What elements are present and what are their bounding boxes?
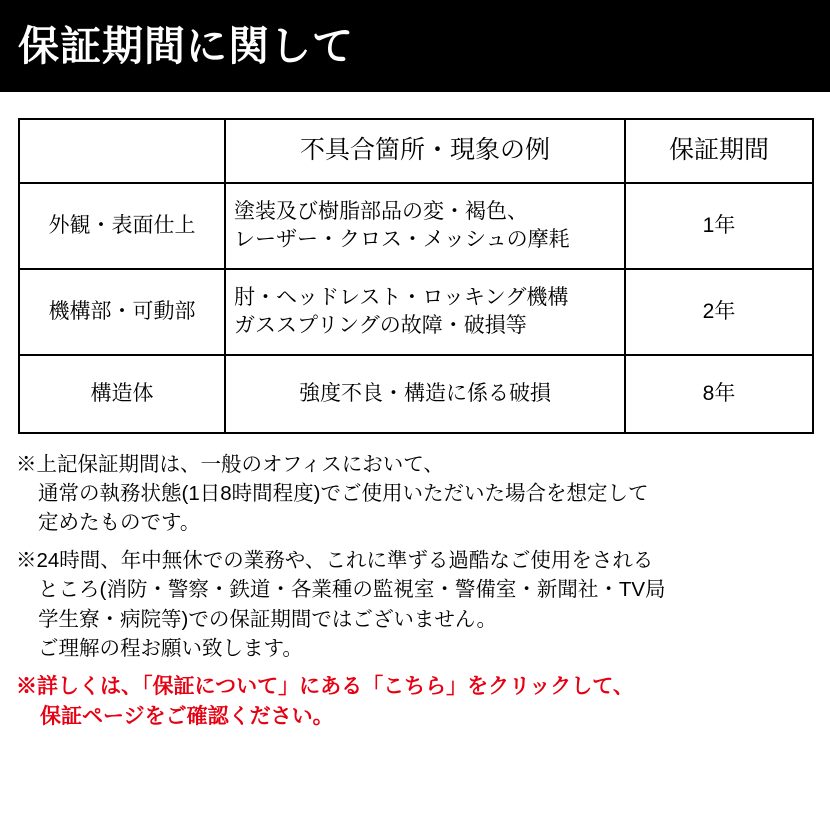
table-header-category: [19, 119, 225, 183]
table-row: [19, 269, 813, 355]
note-line: 学生寮・病院等)での保証期間ではございません。: [38, 607, 498, 631]
note-line: ※24時間、年中無休での業務や、これに準ずる過酷なご使用をされる: [16, 549, 654, 573]
note-line: 保証ページをご確認ください。: [40, 705, 334, 729]
row-description: [225, 269, 625, 355]
note-line: 通常の執務状態(1日8時間程度)でご使用いただいた場合を想定して: [38, 482, 649, 506]
table-header-row: [19, 119, 813, 183]
note-line: ご理解の程お願い致します。: [38, 636, 303, 660]
row-description-line: 塗装及び樹脂部品の変・褐色、: [234, 199, 528, 223]
note-item: [16, 450, 814, 537]
row-description-line: レーザー・クロス・メッシュの摩耗: [234, 228, 570, 251]
note-line: ※上記保証期間は、一般のオフィスにおいて、: [16, 453, 444, 476]
note-line: ※詳しくは、「保証について」にある「こちら」をクリックして、: [16, 674, 634, 698]
table-header-row-group: [19, 119, 813, 183]
row-term: 1年: [625, 183, 813, 269]
table-body: [19, 183, 813, 433]
page-header: [0, 0, 830, 92]
warranty-table: [18, 118, 814, 434]
row-description-line: 強度不良・構造に係る破損: [299, 381, 551, 405]
row-term: 8年: [625, 355, 813, 433]
notes-section: [0, 434, 830, 733]
table-row: [19, 355, 813, 433]
note-line: 定めたものです。: [38, 511, 201, 535]
page-title: 保証期間に関して: [18, 22, 354, 69]
note-item: [16, 546, 814, 662]
row-category: 外観・表面仕上: [19, 183, 225, 269]
row-category: 構造体: [19, 355, 225, 433]
note-line: ところ(消防・警察・鉄道・各業種の監視室・警備室・新聞社・TV局: [38, 578, 666, 602]
row-description: [225, 183, 625, 269]
row-description-line: 肘・ヘッドレスト・ロッキング機構: [234, 285, 569, 309]
row-term: 2年: [625, 269, 813, 355]
table-header-term: 保証期間: [625, 119, 813, 183]
row-description: [225, 355, 625, 433]
row-description-line: ガススプリングの故障・破損等: [234, 314, 527, 337]
row-category: 機構部・可動部: [19, 269, 225, 355]
note-item-highlighted: [16, 672, 814, 733]
table-header-description: 不具合箇所・現象の例: [225, 119, 625, 183]
table-row: [19, 183, 813, 269]
warranty-table-wrapper: [0, 92, 830, 434]
